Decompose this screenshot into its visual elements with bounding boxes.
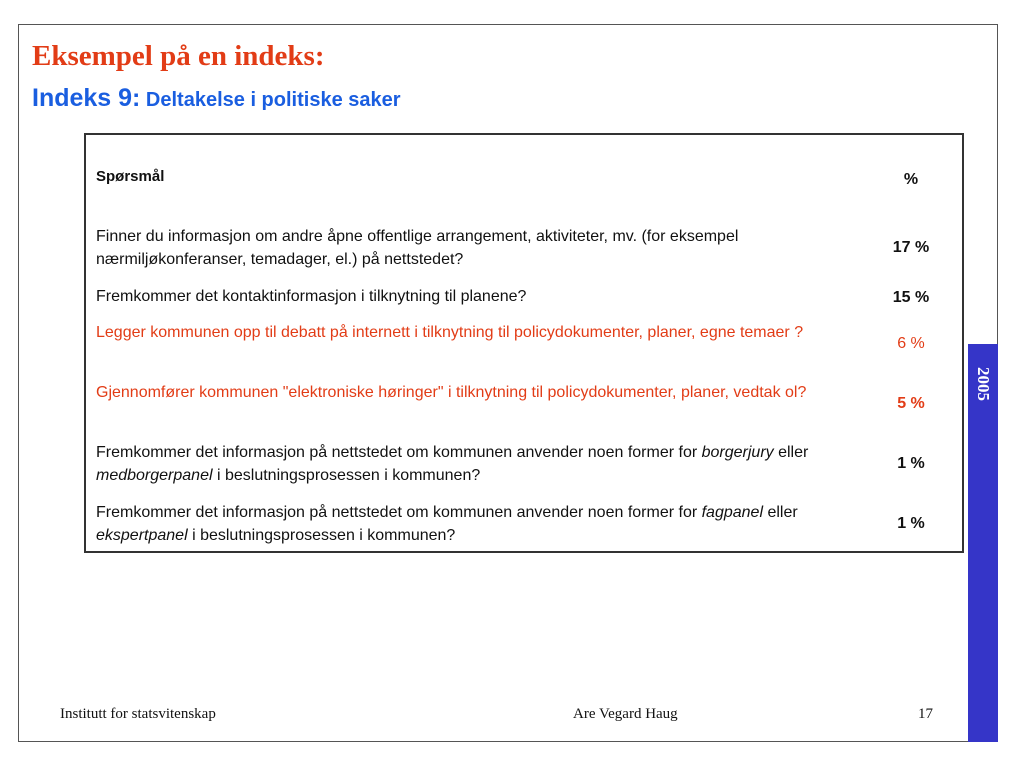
slide-subtitle <box>32 84 401 113</box>
header-percent: % <box>903 171 919 188</box>
footer-author: Are Vegard Haug <box>573 706 678 722</box>
subtitle-topic: Deltakelse i politiske saker <box>140 89 401 111</box>
row-question: Legger kommunen opp til debatt på internett i tilknytning til policydokumenter, planer, egne temaer ? <box>96 324 804 341</box>
row-percent: 1 % <box>897 455 925 472</box>
row-percent: 15 % <box>892 289 930 306</box>
slide-title: Eksempel på en indeks: <box>32 40 325 72</box>
term-medborgerpanel: medborgerpanel <box>96 467 213 484</box>
row-percent: 6 % <box>897 335 925 352</box>
side-bar <box>968 344 998 742</box>
header-question: Spørsmål <box>96 168 165 185</box>
page-number: 17 <box>918 706 933 722</box>
row-percent: 5 % <box>897 395 925 412</box>
index-table <box>84 133 964 553</box>
row-question: Fremkommer det informasjon på nettstedet om kommunen anvender noen former for borgerjury eller medborgerpanel i beslutningsprosessen i kommunen? <box>96 444 809 484</box>
row-percent: 1 % <box>897 515 925 532</box>
row-question: Finner du informasjon om andre åpne offentlige arrangement, aktiviteter, mv. (for eksempel nærmiljøkonferanser, temadager, el.) på nettstedet? <box>96 228 739 268</box>
row-question: Fremkommer det kontaktinformasjon i tilknytning til planene? <box>96 288 527 305</box>
row-percent: 17 % <box>892 239 930 256</box>
term-ekspertpanel: ekspertpanel <box>96 527 188 544</box>
year-label: 2005 <box>974 367 993 401</box>
row-question: Fremkommer det informasjon på nettstedet om kommunen anvender noen former for fagpanel eller ekspertpanel i beslutningsprosessen i kommunen? <box>96 504 798 544</box>
row-question: Gjennomfører kommunen "elektroniske høringer" i tilknytning til policydokumenter, planer, vedtak ol? <box>96 384 807 401</box>
term-borgerjury: borgerjury <box>701 444 774 461</box>
footer-institution: Institutt for statsvitenskap <box>60 706 216 722</box>
subtitle-index: Indeks 9: <box>32 84 141 112</box>
term-fagpanel: fagpanel <box>701 504 763 521</box>
